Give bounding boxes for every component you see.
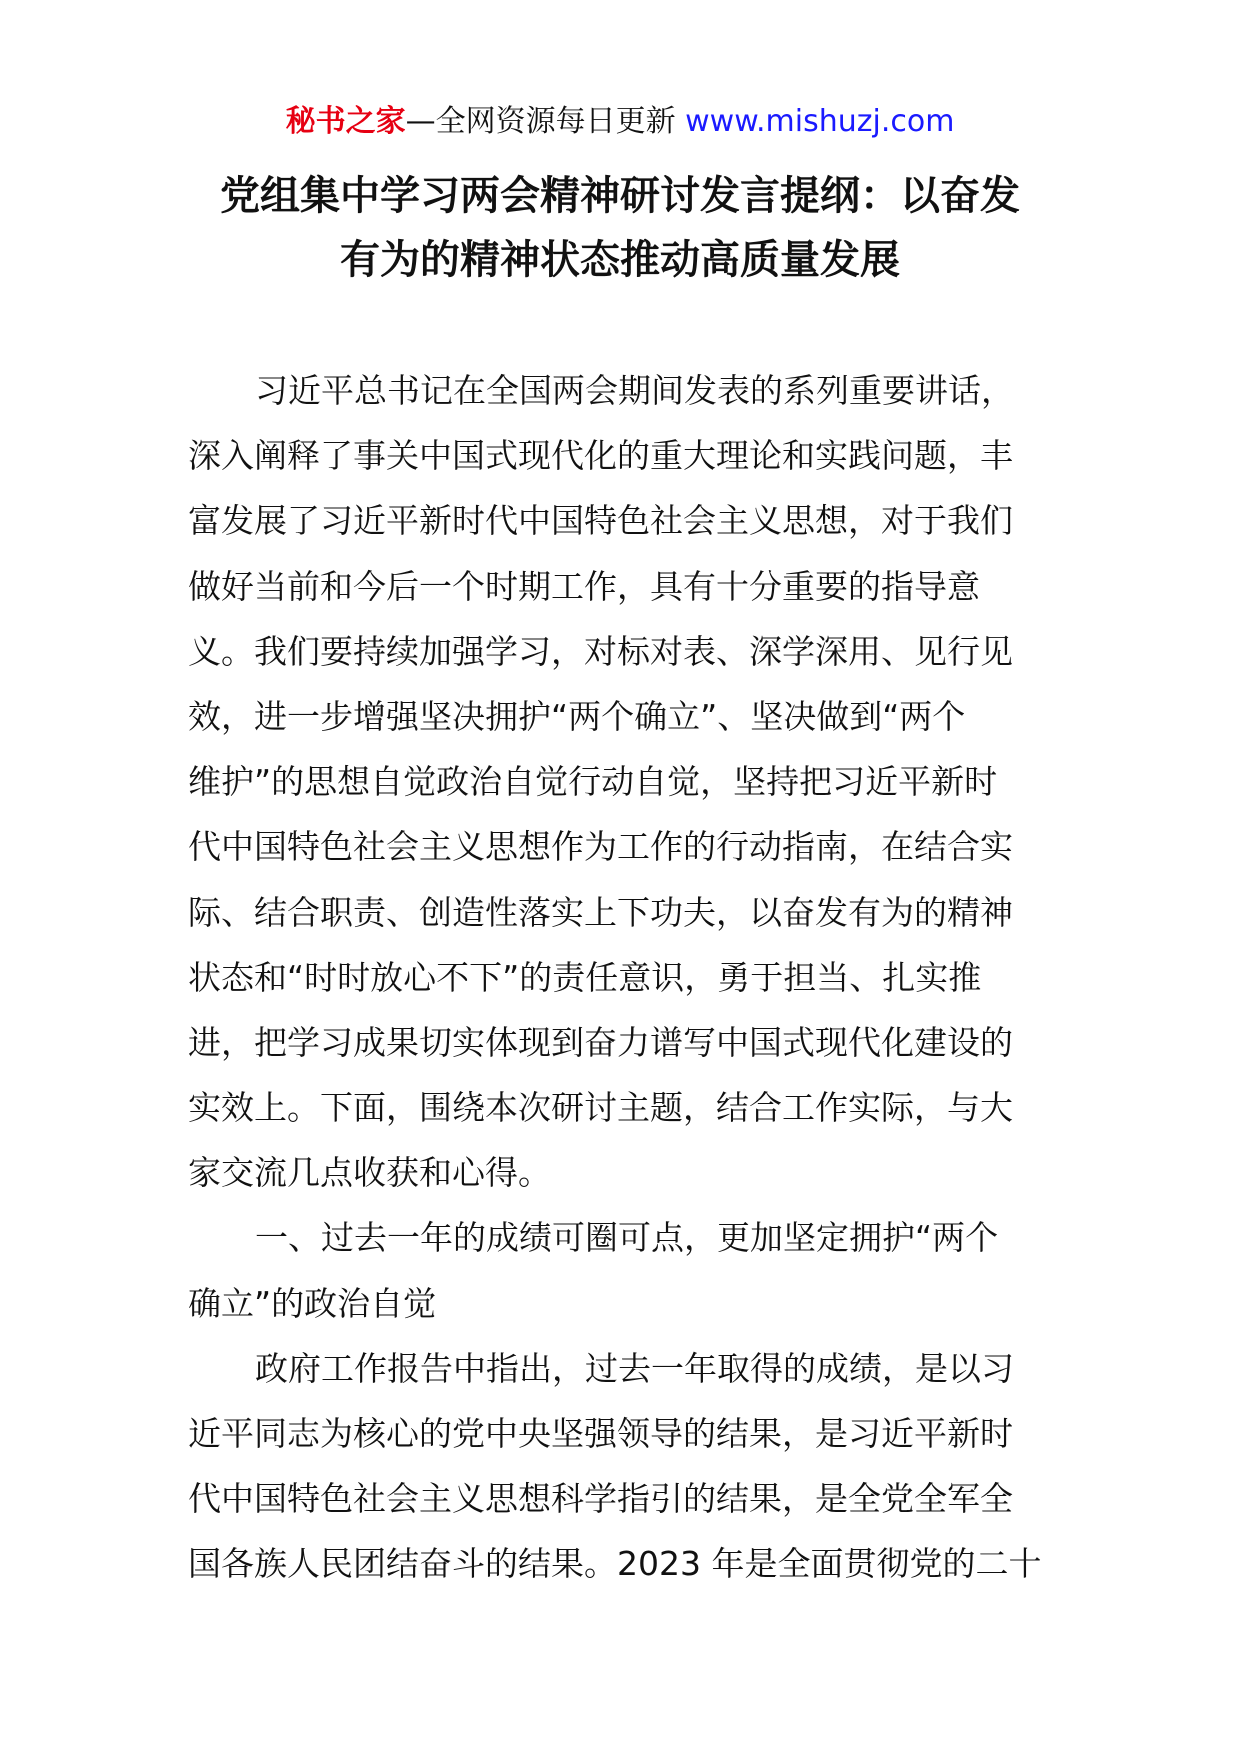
paragraph-line: 际、结合职责、创造性落实上下功夫，以奋发有为的精神: [188, 892, 1013, 932]
paragraph-line: 代中国特色社会主义思想作为工作的行动指南，在结合实: [188, 827, 1013, 867]
site-slogan: —全网资源每日更新: [405, 104, 676, 139]
paragraph-line: 政府工作报告中指出，过去一年取得的成绩，是以习: [255, 1348, 1014, 1388]
section-heading-line: 一、过去一年的成绩可圈可点，更加坚定拥护“两个: [255, 1218, 999, 1258]
paragraph-line: 进，把学习成果切实体现到奋力谱写中国式现代化建设的: [188, 1022, 1013, 1062]
paragraph-line: 实效上。下面，围绕本次研讨主题，结合工作实际，与大: [188, 1088, 1013, 1128]
title-line: 党组集中学习两会精神研讨发言提纲：以奋发: [220, 173, 1020, 219]
title-line: 有为的精神状态推动高质量发展: [340, 237, 900, 283]
paragraph-line: 习近平总书记在全国两会期间发表的系列重要讲话，: [255, 371, 1014, 410]
paragraph-line: 效，进一步增强坚决拥护“两个确立”、坚决做到“两个: [188, 696, 966, 736]
paragraph-line: 国各族人民团结奋斗的结果。2023 年是全面贯彻党的二十: [188, 1544, 1042, 1584]
site-url-link[interactable]: www.mishuzj.com: [685, 104, 955, 139]
paragraph-line: 义。我们要持续加强学习，对标对表、深学深用、见行见: [188, 631, 1013, 671]
paragraph-line: 深入阐释了事关中国式现代化的重大理论和实践问题，丰: [188, 436, 1013, 476]
site-name: 秘书之家: [285, 104, 406, 139]
paragraph-line: 近平同志为核心的党中央坚强领导的结果，是习近平新时: [188, 1414, 1013, 1453]
document-title: [188, 164, 1052, 292]
paragraph-line: 做好当前和今后一个时期工作，具有十分重要的指导意: [188, 566, 980, 606]
site-header: [0, 100, 1240, 144]
paragraph-line: 富发展了习近平新时代中国特色社会主义思想，对于我们: [188, 501, 1013, 541]
paragraph-line: 维护”的思想自觉政治自觉行动自觉，坚持把习近平新时: [188, 762, 998, 802]
paragraph-line: 代中国特色社会主义思想科学指引的结果，是全党全军全: [188, 1479, 1013, 1519]
section-heading-line: 确立”的政治自觉: [188, 1283, 437, 1323]
paragraph-line: 状态和“时时放心不下”的责任意识，勇于担当、扎实推: [188, 957, 982, 997]
paragraph-line: 家交流几点收获和心得。: [188, 1153, 551, 1193]
document-body: [188, 358, 1052, 1597]
